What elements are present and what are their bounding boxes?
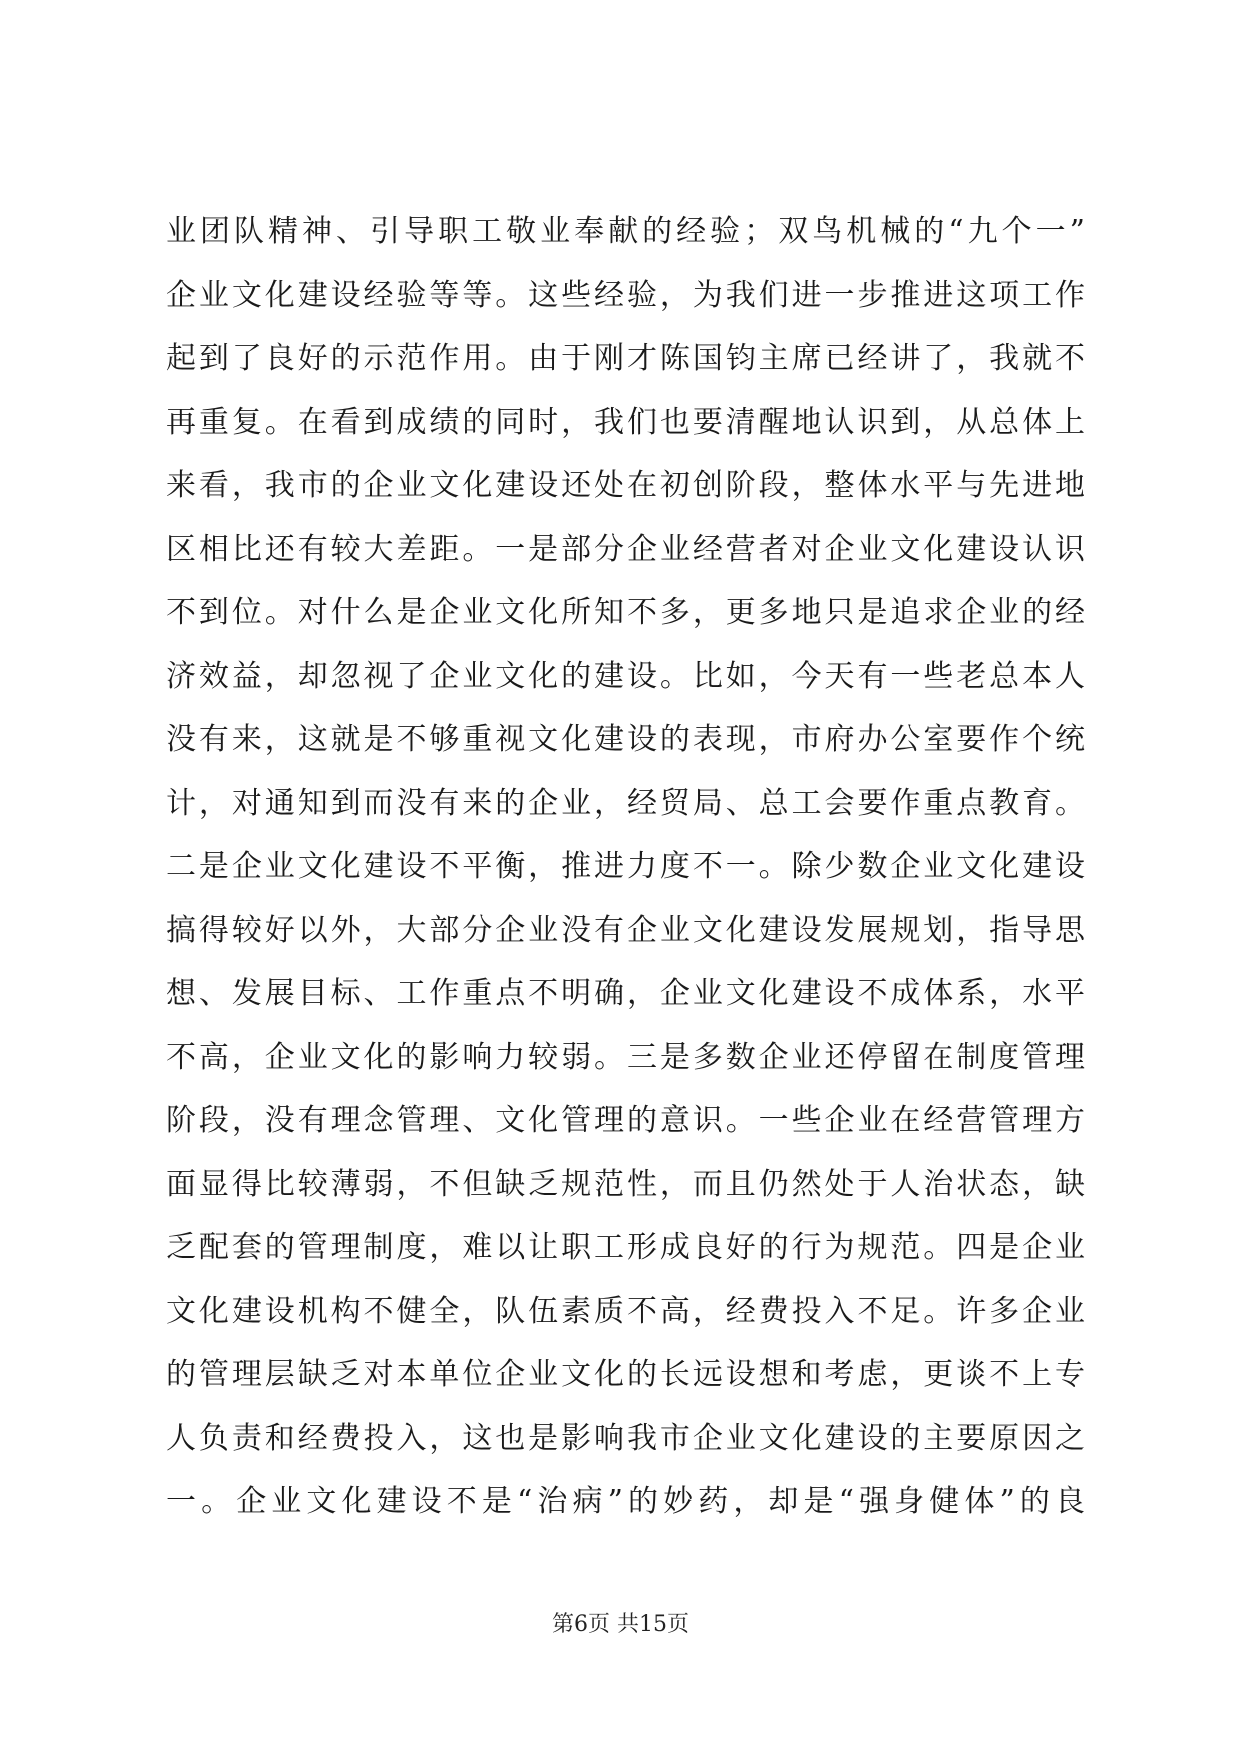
text-line: 再重复。在看到成绩的同时，我们也要清醒地认识到，从总体上 bbox=[166, 404, 1086, 440]
text-line: 乏配套的管理制度，难以让职工形成良好的行为规范。四是企业 bbox=[166, 1230, 1086, 1265]
text-line: 起到了良好的示范作用。由于刚才陈国钧主席已经讲了，我就不 bbox=[166, 341, 1086, 376]
text-line: 一。企业文化建设不是“治病”的妙药，却是“强身健体”的良 bbox=[166, 1484, 1086, 1519]
body-text bbox=[166, 200, 1086, 1534]
text-line: 济效益，却忽视了企业文化的建设。比如，今天有一些老总本人 bbox=[166, 658, 1086, 694]
text-line: 没有来，这就是不够重视文化建设的表现，市府办公室要作个统 bbox=[166, 722, 1086, 757]
text-line: 搞得较好以外，大部分企业没有企业文化建设发展规划，指导思 bbox=[166, 912, 1086, 948]
text-line: 文化建设机构不健全，队伍素质不高，经费投入不足。许多企业 bbox=[166, 1293, 1086, 1329]
text-line: 计，对通知到而没有来的企业，经贸局、总工会要作重点教育。 bbox=[166, 785, 1086, 821]
text-line: 阶段，没有理念管理、文化管理的意识。一些企业在经营管理方 bbox=[166, 1103, 1086, 1138]
text-line: 人负责和经费投入，这也是影响我市企业文化建设的主要原因之 bbox=[166, 1420, 1086, 1456]
text-line: 不高，企业文化的影响力较弱。三是多数企业还停留在制度管理 bbox=[166, 1039, 1086, 1075]
text-line: 面显得比较薄弱，不但缺乏规范性，而且仍然处于人治状态，缺 bbox=[166, 1166, 1086, 1202]
text-line: 想、发展目标、工作重点不明确，企业文化建设不成体系，水平 bbox=[166, 976, 1086, 1011]
text-line: 不到位。对什么是企业文化所知不多，更多地只是追求企业的经 bbox=[166, 595, 1086, 630]
text-line: 企业文化建设经验等等。这些经验，为我们进一步推进这项工作 bbox=[166, 277, 1086, 313]
page-number-footer: 第6页 共15页 bbox=[552, 1612, 689, 1637]
text-line: 区相比还有较大差距。一是部分企业经营者对企业文化建设认识 bbox=[166, 531, 1086, 567]
text-line: 业团队精神、引导职工敬业奉献的经验；双鸟机械的“九个一” bbox=[166, 214, 1086, 249]
text-line: 二是企业文化建设不平衡，推进力度不一。除少数企业文化建设 bbox=[166, 849, 1086, 884]
text-line: 的管理层缺乏对本单位企业文化的长远设想和考虑，更谈不上专 bbox=[166, 1357, 1086, 1392]
text-line: 来看，我市的企业文化建设还处在初创阶段，整体水平与先进地 bbox=[166, 468, 1086, 503]
